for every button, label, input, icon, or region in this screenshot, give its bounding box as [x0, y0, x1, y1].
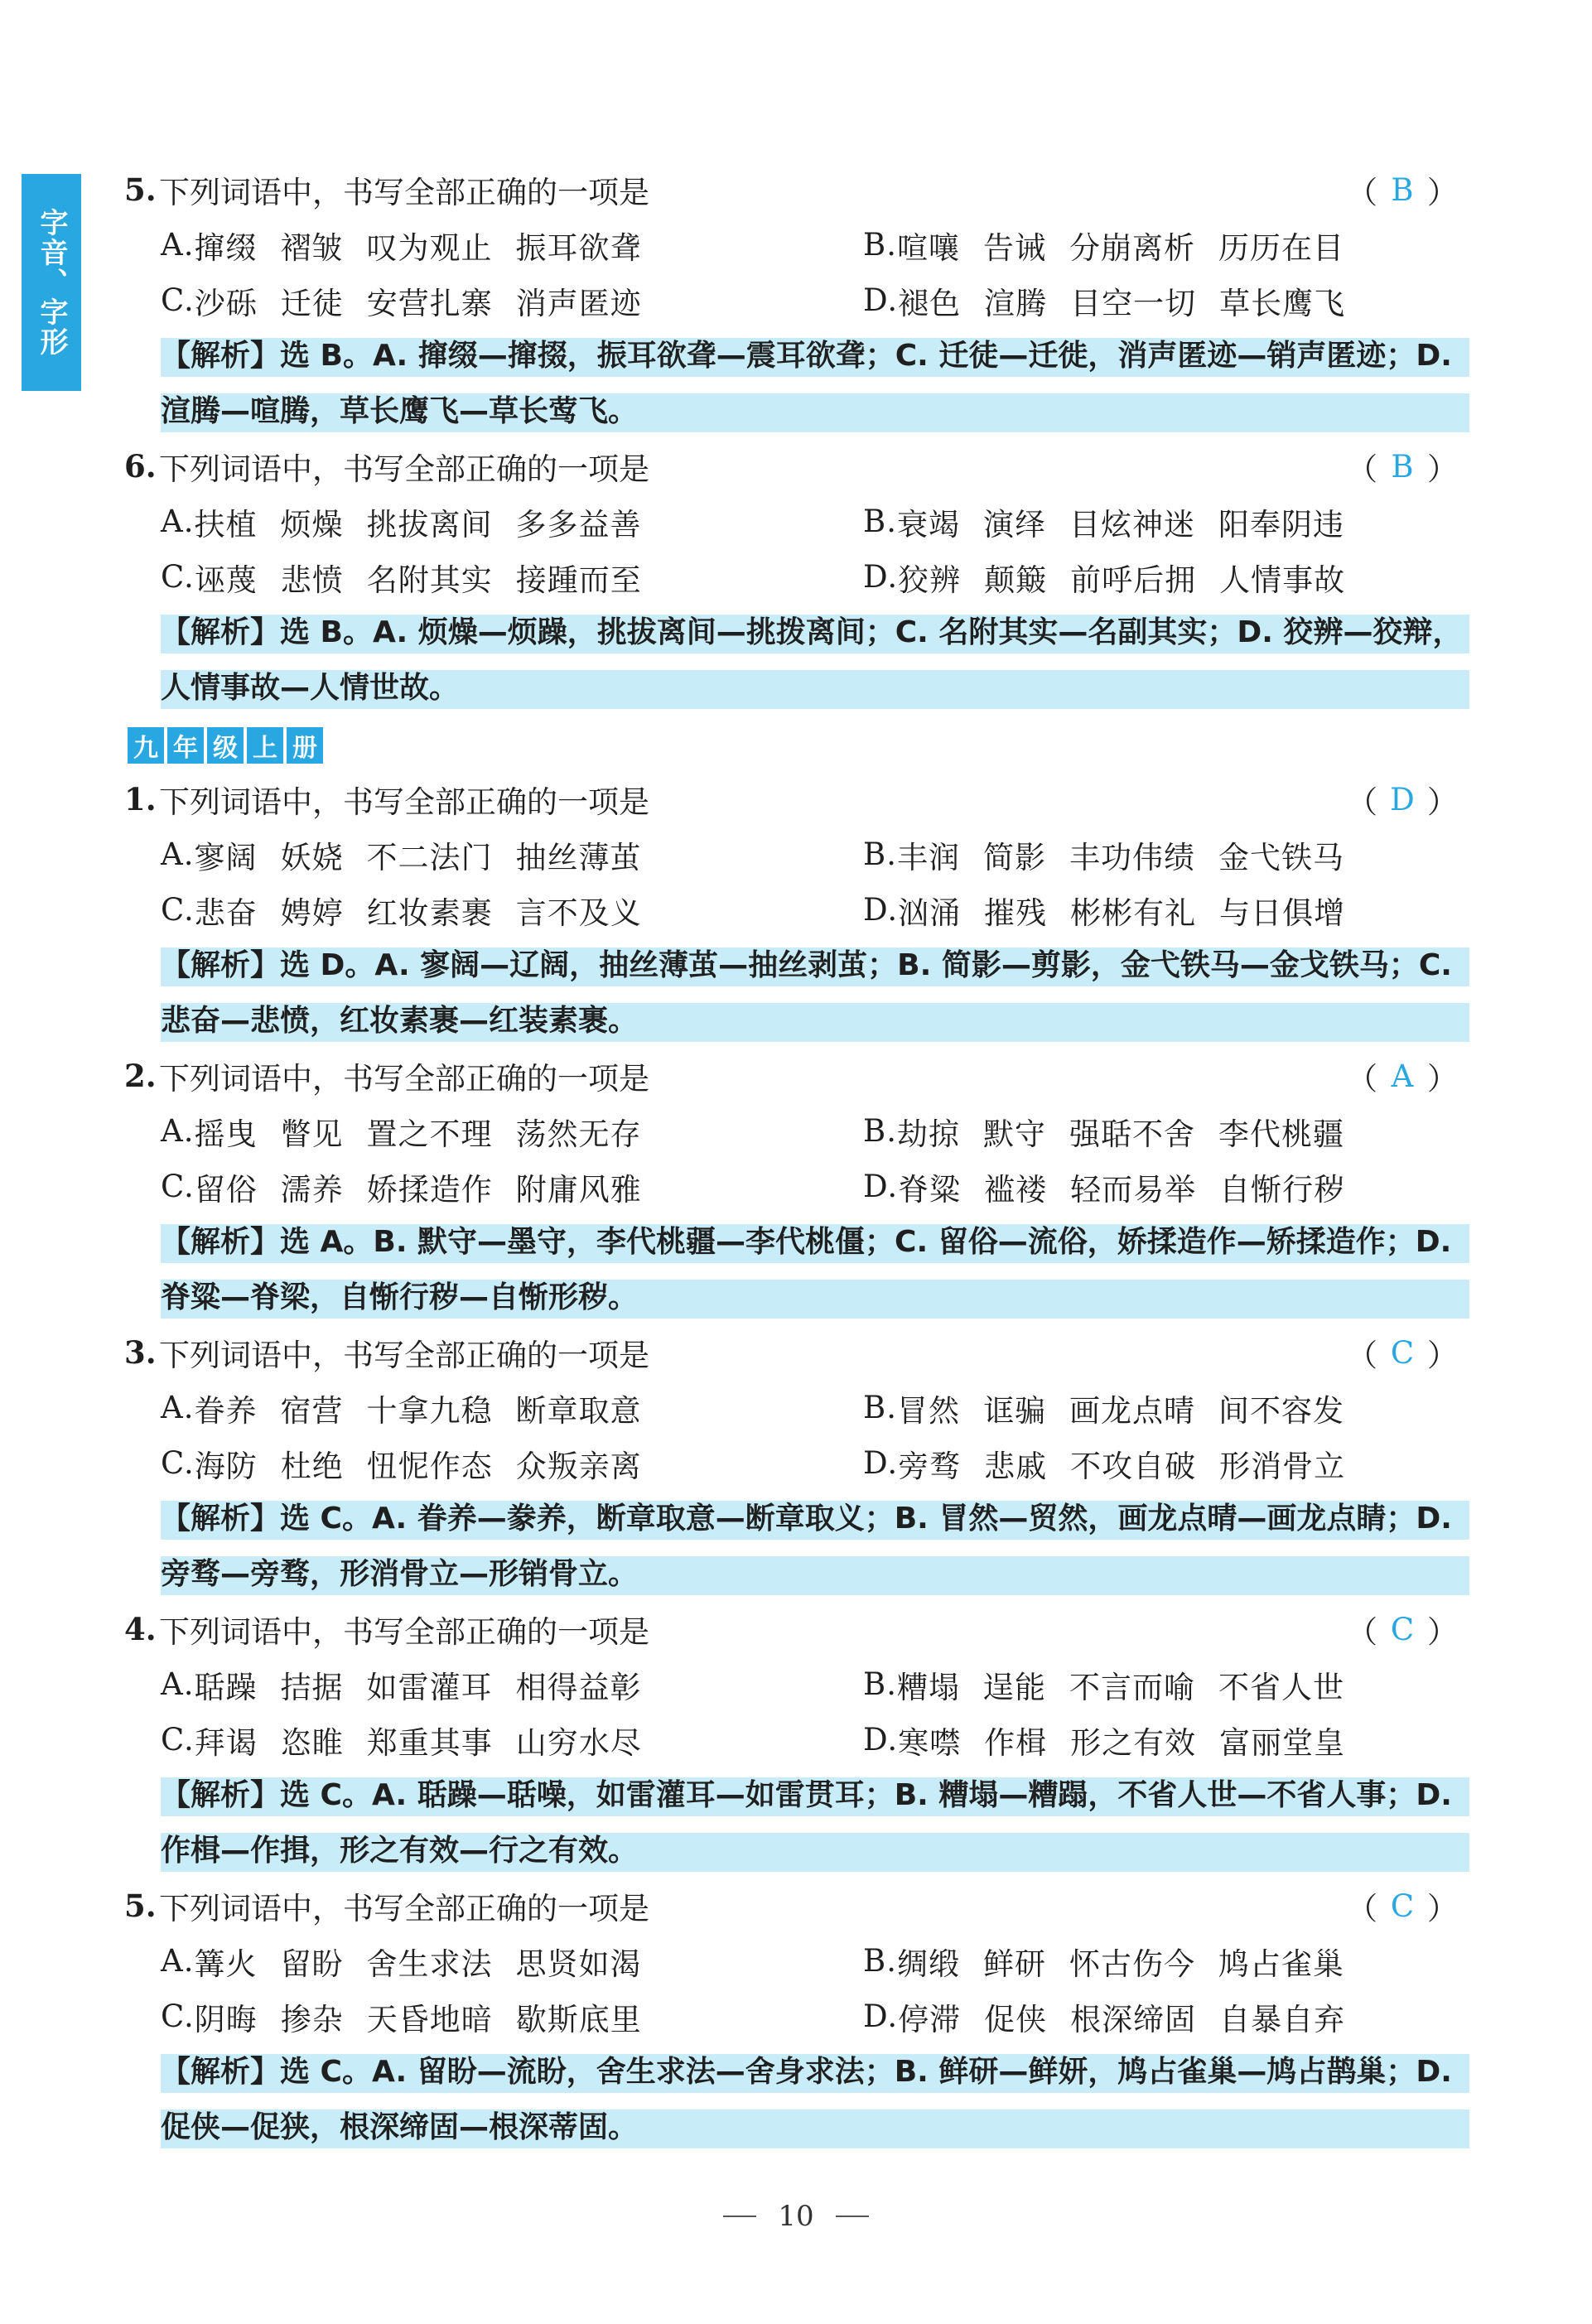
section-banner	[128, 727, 1458, 767]
option-label: B.	[863, 1390, 897, 1425]
right-paren: ）	[1427, 1614, 1458, 1650]
option-word: 沙砾	[194, 285, 258, 321]
option-word: 舍生求法	[366, 1946, 493, 1982]
question	[124, 1049, 1458, 1325]
option	[863, 272, 1458, 328]
option-word: 褴褛	[984, 1171, 1048, 1208]
option-word: 分崩离析	[1069, 229, 1195, 266]
option-word: 形消骨立	[1219, 1448, 1346, 1484]
right-paren: ）	[1427, 1061, 1458, 1097]
option-label: B.	[863, 837, 897, 872]
page-footer	[0, 2193, 1592, 2240]
analysis-body: 选 C。A. 眷养—豢养，断章取意—断章取义；B. 冒然—贸然，画龙点晴—画龙点睛；D. 旁骛—旁骛，形消骨立—形销骨立。	[161, 1502, 1452, 1591]
answer-bracket	[1347, 439, 1458, 494]
option	[161, 827, 863, 882]
option	[161, 1435, 863, 1491]
option-word: 间不容发	[1218, 1392, 1344, 1429]
option-word: 众叛亲离	[515, 1448, 642, 1484]
option-word: 如雷灌耳	[366, 1669, 493, 1705]
option-label: D.	[863, 892, 899, 928]
chapter-side-tab: 字音、字形	[22, 174, 81, 391]
option-word: 掺杂	[280, 2001, 344, 2037]
option-word: 扶植	[194, 506, 258, 542]
option	[863, 882, 1458, 938]
option-label: A.	[161, 1943, 195, 1979]
option-word: 简影	[982, 839, 1046, 875]
option-word: 默守	[982, 1116, 1046, 1152]
option-word: 衰竭	[896, 506, 960, 542]
option-word: 自暴自弃	[1219, 2001, 1346, 2037]
option-word: 丰润	[896, 839, 960, 875]
analysis-body: 选 B。A. 撺缀—撺掇，振耳欲聋—震耳欲聋；C. 迁徒—迁徙，消声匿迹—销声匿迹；D. 渲腾—喧腾，草长鹰飞—草长莺飞。	[161, 339, 1452, 428]
analysis-text	[161, 328, 1469, 439]
question-text: 下列词语中，书写全部正确的一项是	[159, 1614, 649, 1650]
question-stem	[124, 1602, 1458, 1656]
option-word: 天昏地暗	[366, 2001, 493, 2037]
analysis-body: 选 D。A. 寥阔—辽阔，抽丝薄茧—抽丝剥茧；B. 简影—剪影，金弋铁马—金戈铁马；C. 悲奋—悲愤，红妆素裹—红装素裹。	[161, 948, 1452, 1038]
option-label: A.	[161, 1666, 195, 1702]
left-paren: （	[1347, 451, 1377, 487]
option-word: 歇斯底里	[515, 2001, 642, 2037]
option	[863, 217, 1458, 272]
analysis-tag: 【解析】	[161, 1778, 281, 1812]
option-label: D.	[863, 1722, 899, 1757]
option-word: 劫掠	[896, 1116, 960, 1152]
option-word: 目空一切	[1070, 285, 1197, 321]
analysis-tag: 【解析】	[161, 339, 281, 373]
analysis-tag: 【解析】	[161, 2055, 281, 2089]
footer-dash-right	[836, 2216, 869, 2217]
left-paren: （	[1347, 784, 1377, 820]
option-word: 思贤如渴	[515, 1946, 642, 1982]
options-grid	[124, 494, 1458, 605]
option-label: B.	[863, 1666, 897, 1702]
option-word: 人情事故	[1219, 562, 1346, 598]
option-word: 荡然无存	[515, 1116, 642, 1152]
option-word: 丰功伟绩	[1069, 839, 1195, 875]
option-word: 前呼后拥	[1070, 562, 1197, 598]
option-word: 言不及义	[515, 894, 642, 931]
option	[161, 272, 863, 328]
option-word: 金弋铁马	[1218, 839, 1344, 875]
right-paren: ）	[1427, 1338, 1458, 1373]
option-label: B.	[863, 1943, 897, 1979]
options-grid	[124, 217, 1458, 328]
option	[161, 217, 863, 272]
option-word: 根深缔固	[1070, 2001, 1197, 2037]
option-word: 不言而喻	[1069, 1669, 1195, 1705]
question-stem	[124, 1049, 1458, 1103]
option-word: 振耳欲聋	[515, 229, 642, 266]
analysis-body: 选 C。A. 留盼—流盼，舍生求法—舍身求法；B. 鲜研—鲜妍，鸠占雀巢—鸠占鹊巢；D. 促侠—促狭，根深缔固—根深蒂固。	[161, 2055, 1452, 2144]
option	[161, 1159, 863, 1214]
options-grid	[124, 827, 1458, 938]
question-stem	[124, 439, 1458, 494]
option	[161, 1103, 863, 1159]
option	[863, 1103, 1458, 1159]
option-word: 告诫	[982, 229, 1046, 266]
option	[161, 494, 863, 549]
option	[863, 1159, 1458, 1214]
option	[863, 1435, 1458, 1491]
right-paren: ）	[1427, 175, 1458, 210]
option-label: C.	[161, 559, 195, 595]
option-word: 草长鹰飞	[1219, 285, 1346, 321]
option	[863, 1989, 1458, 2044]
option-word: 断章取意	[515, 1392, 642, 1429]
option-word: 娉婷	[280, 894, 344, 931]
option-label: C.	[161, 892, 195, 928]
option-word: 悲戚	[984, 1448, 1048, 1484]
option-label: A.	[161, 1390, 195, 1425]
option-word: 杜绝	[280, 1448, 344, 1484]
analysis-body: 选 A。B. 默守—墨守，李代桃疆—李代桃僵；C. 留俗—流俗，娇揉造作—矫揉造作；D. 脊粱—脊梁，自惭行秽—自惭形秽。	[161, 1225, 1452, 1314]
analysis-tag: 【解析】	[161, 948, 281, 982]
section-banner-char: 册	[287, 727, 323, 764]
option-word: 汹涌	[898, 894, 962, 931]
question-number: 5.	[124, 171, 157, 208]
right-paren: ）	[1427, 451, 1458, 487]
option	[863, 1380, 1458, 1435]
option-word: 留俗	[194, 1171, 258, 1208]
answer-bracket	[1347, 1602, 1458, 1656]
option-word: 摧残	[984, 894, 1048, 931]
footer-dash-left	[723, 2216, 756, 2217]
section-banner-char: 级	[207, 727, 244, 764]
answer-bracket	[1347, 162, 1458, 217]
option-label: D.	[863, 1169, 899, 1204]
option-word: 忸怩作态	[366, 1448, 493, 1484]
option	[863, 494, 1458, 549]
option-word: 阴晦	[194, 2001, 258, 2037]
option-word: 恣睢	[280, 1724, 344, 1761]
option-word: 烦燥	[280, 506, 344, 542]
option-word: 目炫神迷	[1069, 506, 1195, 542]
option-word: 娇揉造作	[366, 1171, 493, 1208]
option-word: 摇曳	[194, 1116, 258, 1152]
left-paren: （	[1347, 1891, 1377, 1926]
option-word: 颠簸	[984, 562, 1048, 598]
question-text: 下列词语中，书写全部正确的一项是	[159, 1891, 649, 1926]
option-word: 演绎	[982, 506, 1046, 542]
option	[161, 1989, 863, 2044]
option-label: D.	[863, 1445, 899, 1481]
option-label: A.	[161, 227, 195, 263]
option-word: 喧嚷	[896, 229, 960, 266]
answer-bracket	[1347, 1325, 1458, 1380]
question-number: 6.	[124, 448, 157, 485]
option-word: 抽丝薄茧	[515, 839, 642, 875]
question-text: 下列词语中，书写全部正确的一项是	[159, 784, 649, 820]
answer-bracket	[1347, 1878, 1458, 1933]
analysis-tag: 【解析】	[161, 615, 281, 649]
option-word: 历历在目	[1218, 229, 1344, 266]
option-word: 富丽堂皇	[1219, 1724, 1346, 1761]
option-word: 山穷水尽	[515, 1724, 642, 1761]
option-word: 安营扎寨	[366, 285, 493, 321]
option-word: 褪色	[898, 285, 962, 321]
option-word: 褶皱	[280, 229, 344, 266]
option-word: 撺缀	[194, 229, 258, 266]
section-banner-char: 年	[167, 727, 204, 764]
option-word: 名附其实	[366, 562, 493, 598]
option-word: 瞥见	[280, 1116, 344, 1152]
section-banner-char: 上	[247, 727, 283, 764]
answer-letter: B	[1391, 448, 1414, 485]
analysis-text	[161, 1767, 1469, 1878]
question-text: 下列词语中，书写全部正确的一项是	[159, 175, 649, 210]
option-word: 寒噤	[898, 1724, 962, 1761]
option-word: 叹为观止	[366, 229, 493, 266]
option-word: 促侠	[984, 2001, 1048, 2037]
option-word: 鸠占雀巢	[1218, 1946, 1344, 1982]
option-word: 篝火	[194, 1946, 258, 1982]
question-text: 下列词语中，书写全部正确的一项是	[159, 1061, 649, 1097]
option-word: 轻而易举	[1070, 1171, 1197, 1208]
option-word: 悲愤	[280, 562, 344, 598]
option	[863, 1712, 1458, 1767]
option-word: 不省人世	[1218, 1669, 1344, 1705]
question	[124, 1325, 1458, 1602]
question-number: 1.	[124, 781, 157, 817]
option-word: 不二法门	[366, 839, 493, 875]
left-paren: （	[1347, 175, 1377, 210]
option-word: 十拿九稳	[366, 1392, 493, 1429]
option	[863, 549, 1458, 605]
option-word: 接踵而至	[515, 562, 642, 598]
option-label: C.	[161, 282, 195, 318]
option-word: 冒然	[896, 1392, 960, 1429]
answer-letter: C	[1390, 1888, 1415, 1924]
option-word: 李代桃疆	[1218, 1116, 1344, 1152]
question-text: 下列词语中，书写全部正确的一项是	[159, 1338, 649, 1373]
option-word: 宿营	[280, 1392, 344, 1429]
option-word: 强聒不舍	[1069, 1116, 1195, 1152]
questions-after	[124, 772, 1458, 2155]
option-word: 绸缎	[896, 1946, 960, 1982]
analysis-text	[161, 605, 1469, 716]
option-word: 怀古伤今	[1069, 1946, 1195, 1982]
option-word: 阳奉阴违	[1218, 506, 1344, 542]
answer-bracket	[1347, 772, 1458, 827]
analysis-text	[161, 1214, 1469, 1325]
option-word: 彬彬有礼	[1070, 894, 1197, 931]
option-word: 作楫	[984, 1724, 1048, 1761]
option-word: 妖娆	[280, 839, 344, 875]
options-grid	[124, 1103, 1458, 1214]
option-word: 不攻自破	[1070, 1448, 1197, 1484]
option-label: C.	[161, 1722, 195, 1757]
option	[863, 1656, 1458, 1712]
question-stem	[124, 162, 1458, 217]
option	[161, 882, 863, 938]
option	[863, 827, 1458, 882]
option-word: 红妆素裹	[366, 894, 493, 931]
question-text: 下列词语中，书写全部正确的一项是	[159, 451, 649, 487]
left-paren: （	[1347, 1614, 1377, 1650]
analysis-body: 选 B。A. 烦燥—烦躁，挑拔离间—挑拨离间；C. 名附其实—名副其实；D. 狡辨—狡辩，人情事故—人情世故。	[161, 615, 1463, 705]
option-word: 诓骗	[982, 1392, 1046, 1429]
option-label: A.	[161, 504, 195, 539]
option-word: 挑拔离间	[366, 506, 493, 542]
question	[124, 439, 1463, 716]
question	[124, 1602, 1458, 1878]
option-label: A.	[161, 1113, 195, 1149]
content	[124, 162, 1463, 2155]
option-word: 悲奋	[194, 894, 258, 931]
options-grid	[124, 1656, 1458, 1767]
option-word: 聒躁	[194, 1669, 258, 1705]
left-paren: （	[1347, 1338, 1377, 1373]
options-grid	[124, 1933, 1458, 2044]
option-word: 相得益彰	[515, 1669, 642, 1705]
question-number: 3.	[124, 1334, 157, 1371]
option-word: 糟塌	[896, 1669, 960, 1705]
analysis-text	[161, 2044, 1469, 2155]
section-banner-char: 九	[128, 727, 164, 764]
question-stem	[124, 1325, 1458, 1380]
option	[161, 1380, 863, 1435]
option-label: B.	[863, 504, 897, 539]
option-word: 渲腾	[984, 285, 1048, 321]
question-stem	[124, 772, 1458, 827]
answer-bracket	[1347, 1049, 1458, 1103]
option-word: 诬蔑	[194, 562, 258, 598]
option-word: 狡辨	[898, 562, 962, 598]
question	[124, 1878, 1458, 2155]
question-stem	[124, 1878, 1458, 1933]
option-word: 消声匿迹	[515, 285, 642, 321]
option	[161, 1933, 863, 1989]
option-word: 海防	[194, 1448, 258, 1484]
option-word: 与日俱增	[1219, 894, 1346, 931]
page-number: 10	[778, 2200, 814, 2233]
option-word: 停滞	[898, 2001, 962, 2037]
analysis-tag: 【解析】	[161, 1225, 281, 1259]
option-word: 自惭行秽	[1219, 1171, 1346, 1208]
analysis-text	[161, 938, 1469, 1049]
option	[161, 1656, 863, 1712]
option-word: 形之有效	[1070, 1724, 1197, 1761]
option-word: 置之不理	[366, 1116, 493, 1152]
question-number: 2.	[124, 1058, 157, 1094]
analysis-body: 选 C。A. 聒躁—聒噪，如雷灌耳—如雷贯耳；B. 糟塌—糟蹋，不省人世—不省人事；D. 作楫—作揖，形之有效—行之有效。	[161, 1778, 1452, 1868]
option	[161, 549, 863, 605]
option-word: 画龙点晴	[1069, 1392, 1195, 1429]
option-label: B.	[863, 227, 897, 263]
option-word: 拮据	[280, 1669, 344, 1705]
option-label: B.	[863, 1113, 897, 1149]
answer-letter: C	[1390, 1334, 1415, 1371]
option-label: D.	[863, 282, 899, 318]
analysis-text	[161, 1491, 1469, 1602]
option-word: 多多益善	[515, 506, 642, 542]
answer-letter: B	[1391, 171, 1414, 208]
option-word: 濡养	[280, 1171, 344, 1208]
option-word: 脊粱	[898, 1171, 962, 1208]
option-word: 眷养	[194, 1392, 258, 1429]
answer-letter: C	[1390, 1611, 1415, 1647]
question-number: 5.	[124, 1888, 157, 1924]
option-word: 留盼	[280, 1946, 344, 1982]
option-label: C.	[161, 1999, 195, 2034]
question	[124, 162, 1458, 439]
option	[161, 1712, 863, 1767]
option-word: 旁骛	[898, 1448, 962, 1484]
option-label: C.	[161, 1445, 195, 1481]
option-word: 寥阔	[194, 839, 258, 875]
option-label: A.	[161, 837, 195, 872]
option-word: 拜谒	[194, 1724, 258, 1761]
answer-letter: D	[1390, 781, 1415, 817]
option-word: 鲜研	[982, 1946, 1046, 1982]
option-word: 郑重其事	[366, 1724, 493, 1761]
left-paren: （	[1347, 1061, 1377, 1097]
options-grid	[124, 1380, 1458, 1491]
answer-letter: A	[1391, 1058, 1414, 1094]
option-label: D.	[863, 1999, 899, 2034]
option-word: 附庸风雅	[515, 1171, 642, 1208]
question	[124, 772, 1458, 1049]
right-paren: ）	[1427, 784, 1458, 820]
analysis-tag: 【解析】	[161, 1502, 281, 1536]
option-word: 逞能	[982, 1669, 1046, 1705]
option-label: D.	[863, 559, 899, 595]
option-word: 迁徒	[280, 285, 344, 321]
questions-before	[124, 162, 1463, 716]
question-number: 4.	[124, 1611, 157, 1647]
option-label: C.	[161, 1169, 195, 1204]
option	[863, 1933, 1458, 1989]
right-paren: ）	[1427, 1891, 1458, 1926]
